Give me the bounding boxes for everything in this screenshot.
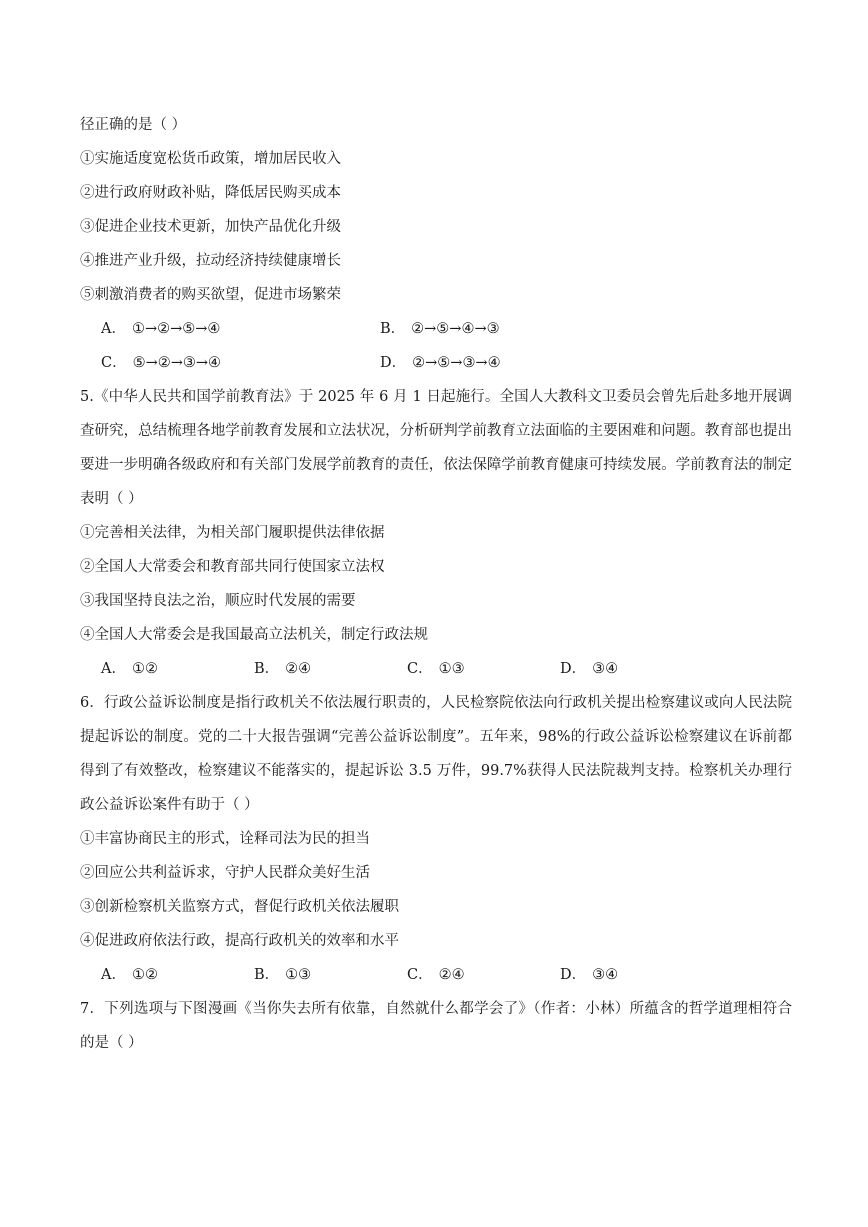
q5-option-d[interactable]: D． ③④	[560, 661, 619, 677]
q6-option-a[interactable]: A． ①②	[101, 967, 158, 983]
q6-option-b[interactable]: B． ①③	[254, 967, 312, 983]
q5-item-2: ②全国人大常委会和教育部共同行使国家立法权	[80, 559, 385, 575]
q5-option-b[interactable]: B． ②④	[254, 661, 312, 677]
q6-item-3: ③创新检察机关监察方式，督促行政机关依法履职	[80, 899, 399, 915]
q4-item-4: ④推进产业升级，拉动经济持续健康增长	[80, 253, 341, 269]
q7-stem: 7．下列选项与下图漫画《当你失去所有依靠，自然就什么都学会了》（作者：小林）所蕴含的哲学道理相符合的是（ ）	[80, 1001, 792, 1051]
q4-options-row-1	[80, 312, 792, 346]
q5-item-4: ④全国人大常委会是我国最高立法机关，制定行政法规	[80, 627, 428, 643]
q5-option-a[interactable]: A． ①②	[101, 661, 158, 677]
q6-option-d[interactable]: D． ③④	[560, 967, 619, 983]
q6-stem: 6．行政公益诉讼制度是指行政机关不依法履行职责的，人民检察院依法向行政机关提出检察建议或向人民法院提起诉讼的制度。党的二十大报告强调“完善公益诉讼制度”。五年来，98%的行政公益诉讼检察建议在诉前都得到了有效整改，检察建议不能落实的，提起诉讼 3.5 万件，99.7%获得人民法院裁判支持。检察机关办理行政公益诉讼案件有助于（ ）	[80, 695, 792, 813]
q5-item-3: ③我国坚持良法之治，顺应时代发展的需要	[80, 593, 356, 609]
q6-item-1: ①丰富协商民主的形式，诠释司法为民的担当	[80, 831, 370, 847]
q6-item-2: ②回应公共利益诉求，守护人民群众美好生活	[80, 865, 370, 881]
q5-options	[80, 652, 792, 686]
q4-option-a[interactable]: A． ①→②→⑤→④	[101, 321, 221, 337]
q5-item-1: ①完善相关法律，为相关部门履职提供法律依据	[80, 525, 385, 541]
q4-option-c[interactable]: C． ⑤→②→③→④	[101, 355, 222, 371]
q4-item-3: ③促进企业技术更新，加快产品优化升级	[80, 219, 341, 235]
q4-options-row-2	[80, 346, 792, 380]
q4-item-5: ⑤刺激消费者的购买欲望，促进市场繁荣	[80, 287, 341, 303]
q4-option-d[interactable]: D． ②→⑤→③→④	[380, 355, 501, 371]
q5-option-c[interactable]: C． ①③	[407, 661, 465, 677]
q4-option-b[interactable]: B． ②→⑤→④→③	[380, 321, 500, 337]
q6-option-c[interactable]: C． ②④	[407, 967, 465, 983]
q6-item-4: ④促进政府依法行政，提高行政机关的效率和水平	[80, 933, 399, 949]
q4-stem-tail: 径正确的是（ ）	[80, 117, 187, 133]
q6-options	[80, 958, 792, 992]
q5-stem: 5.《中华人民共和国学前教育法》于 2025 年 6 月 1 日起施行。全国人大教科文卫委员会曾先后赴多地开展调查研究，总结梳理各地学前教育发展和立法状况，分析研判学前教育立法面临的主要困难和问题。教育部也提出要进一步明确各级政府和有关部门发展学前教育的责任，依法保障学前教育健康可持续发展。学前教育法的制定表明（ ）	[80, 389, 792, 507]
exam-page	[80, 108, 792, 1060]
q4-item-2: ②进行政府财政补贴，降低居民购买成本	[80, 185, 341, 201]
q4-item-1: ①实施适度宽松货币政策，增加居民收入	[80, 151, 341, 167]
